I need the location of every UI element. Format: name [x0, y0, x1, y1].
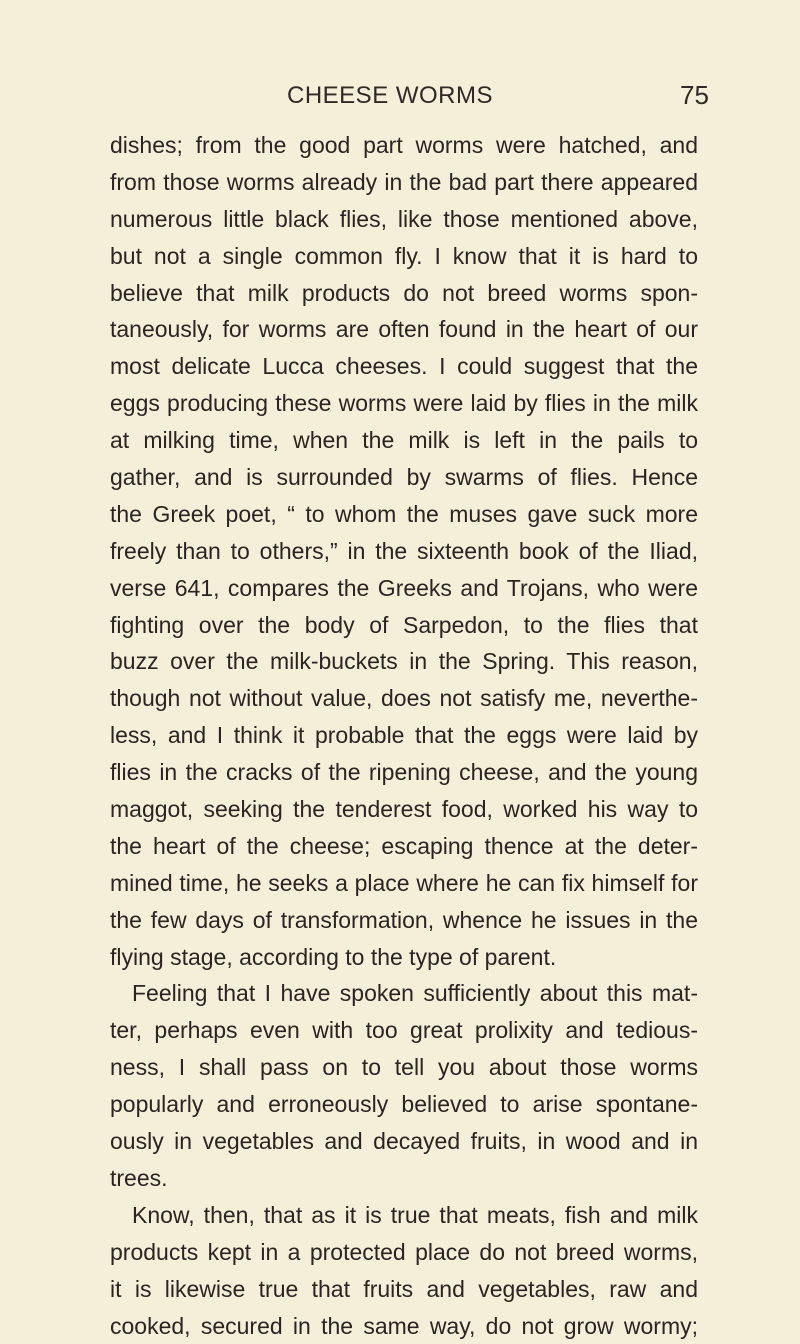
- text-line: most delicate Lucca cheeses. I could suggest that the: [110, 348, 698, 385]
- text-line: verse 641, compares the Greeks and Trojans, who were: [110, 570, 698, 607]
- text-line: dishes; from the good part worms were hatched, and: [110, 127, 698, 164]
- text-line: it is likewise true that fruits and vegetables, raw and: [110, 1271, 698, 1308]
- text-line: flying stage, according to the type of parent.: [110, 939, 698, 976]
- text-line: but not a single common fly. I know that it is hard to: [110, 238, 698, 275]
- text-line: mined time, he seeks a place where he can fix himself for: [110, 865, 698, 902]
- text-line: fighting over the body of Sarpedon, to the flies that: [110, 607, 698, 644]
- text-line: ter, perhaps even with too great prolixity and tedious-: [110, 1012, 698, 1049]
- text-line: taneously, for worms are often found in the heart of our: [110, 311, 698, 348]
- text-line: flies in the cracks of the ripening cheese, and the young: [110, 754, 698, 791]
- text-line: ously in vegetables and decayed fruits, in wood and in: [110, 1123, 698, 1160]
- text-line: popularly and erroneously believed to arise spontane-: [110, 1086, 698, 1123]
- text-line: freely than to others,” in the sixteenth book of the Iliad,: [110, 533, 698, 570]
- text-line: products kept in a protected place do not breed worms,: [110, 1234, 698, 1271]
- text-line: the Greek poet, “ to whom the muses gave suck more: [110, 496, 698, 533]
- text-line: cooked, secured in the same way, do not grow wormy;: [110, 1308, 698, 1344]
- text-line: eggs producing these worms were laid by flies in the milk: [110, 385, 698, 422]
- text-line: less, and I think it probable that the eggs were laid by: [110, 717, 698, 754]
- text-line: from those worms already in the bad part there appeared: [110, 164, 698, 201]
- text-line: gather, and is surrounded by swarms of flies. Hence: [110, 459, 698, 496]
- text-line: at milking time, when the milk is left in the pails to: [110, 422, 698, 459]
- body-text: [110, 127, 698, 1344]
- text-line: though not without value, does not satisfy me, neverthe-: [110, 680, 698, 717]
- text-line: maggot, seeking the tenderest food, worked his way to: [110, 791, 698, 828]
- text-line: ness, I shall pass on to tell you about those worms: [110, 1049, 698, 1086]
- text-line: trees.: [110, 1160, 698, 1197]
- text-line: the heart of the cheese; escaping thence at the deter-: [110, 828, 698, 865]
- page-number: 75: [680, 80, 709, 111]
- text-line: buzz over the milk-buckets in the Spring. This reason,: [110, 643, 698, 680]
- text-line: the few days of transformation, whence he issues in the: [110, 902, 698, 939]
- text-line: Know, then, that as it is true that meats, fish and milk: [110, 1197, 698, 1234]
- text-line: believe that milk products do not breed worms spon-: [110, 275, 698, 312]
- running-title: CHEESE WORMS: [287, 82, 493, 110]
- text-line: numerous little black flies, like those mentioned above,: [110, 201, 698, 238]
- text-line: Feeling that I have spoken sufficiently about this mat-: [110, 975, 698, 1012]
